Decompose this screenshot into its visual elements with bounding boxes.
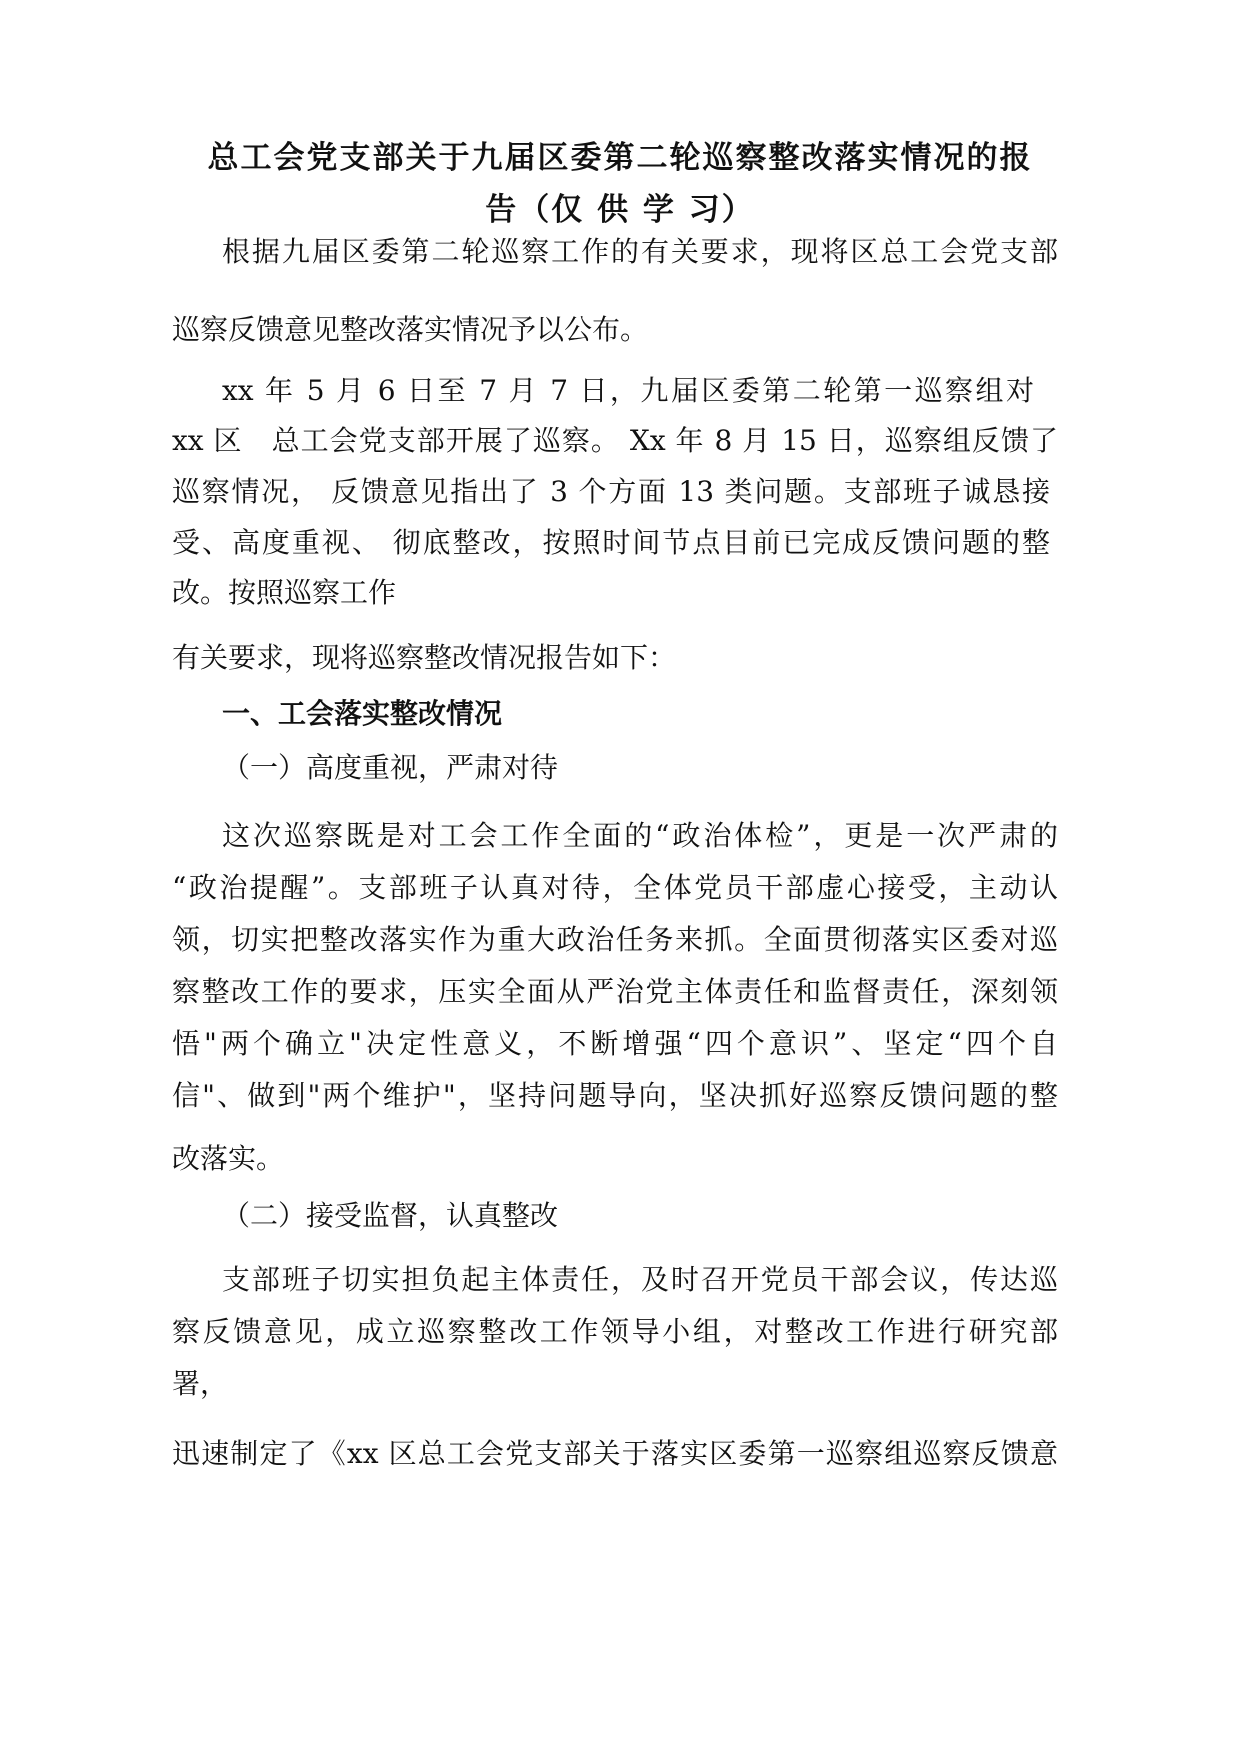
paragraph-3-line-1: 支部班子切实担负起主体责任，及时召开党员干部会议，传达巡 [222, 1263, 1058, 1296]
paragraph-1-line-2: xx 区 总工会党支部开展了巡察。 Xx 年 8 月 15 日，巡察组反馈了 [172, 424, 1058, 457]
document-title-line-2: 告（仅 供 学 习） [485, 192, 755, 228]
section-heading-1: 一、工会落实整改情况 [222, 697, 503, 730]
paragraph-2-line-5: 悟"两个确立"决定性意义，不断增强“四个意识”、坚定“四个自 [172, 1027, 1058, 1060]
intro-line-2: 巡察反馈意见整改落实情况予以公布。 [172, 313, 649, 346]
paragraph-2-line-2: “政治提醒”。支部班子认真对待，全体党员干部虚心接受，主动认 [172, 871, 1058, 904]
paragraph-1-line-3: 巡察情况， 反馈意见指出了 3 个方面 13 类问题。支部班子诚恳接 [172, 475, 1050, 508]
paragraph-2-line-7: 改落实。 [172, 1142, 285, 1175]
paragraph-3-line-2: 察反馈意见，成立巡察整改工作领导小组，对整改工作进行研究部 [172, 1315, 1058, 1348]
paragraph-1-line-6: 有关要求，现将巡察整改情况报告如下： [172, 641, 677, 674]
paragraph-2-line-6: 信"、做到"两个维护"，坚持问题导向，坚决抓好巡察反馈问题的整 [172, 1079, 1058, 1112]
paragraph-2-line-4: 察整改工作的要求，压实全面从严治党主体责任和监督责任，深刻领 [172, 975, 1058, 1008]
paragraph-3-line-3: 署， [172, 1367, 229, 1400]
subsection-heading-2: （二）接受监督，认真整改 [222, 1199, 559, 1232]
paragraph-1-line-5: 改。按照巡察工作 [172, 576, 397, 609]
paragraph-2-line-3: 领，切实把整改落实作为重大政治任务来抓。全面贯彻落实区委对巡 [172, 923, 1058, 956]
subsection-heading-1: （一）高度重视，严肃对待 [222, 751, 559, 784]
paragraph-2-line-1: 这次巡察既是对工会工作全面的“政治体检”，更是一次严肃的 [222, 819, 1058, 852]
intro-line-1: 根据九届区委第二轮巡察工作的有关要求，现将区总工会党支部 [222, 235, 1058, 268]
paragraph-1-line-1: xx 年 5 月 6 日至 7 月 7 日，九届区委第二轮第一巡察组对 [222, 374, 1034, 407]
paragraph-1-line-4: 受、高度重视、 彻底整改，按照时间节点目前已完成反馈问题的整 [172, 526, 1050, 559]
paragraph-3-line-4: 迅速制定了《xx 区总工会党支部关于落实区委第一巡察组巡察反馈意 [172, 1437, 1058, 1470]
document-title-line-1: 总工会党支部关于九届区委第二轮巡察整改落实情况的报 [207, 140, 1033, 176]
